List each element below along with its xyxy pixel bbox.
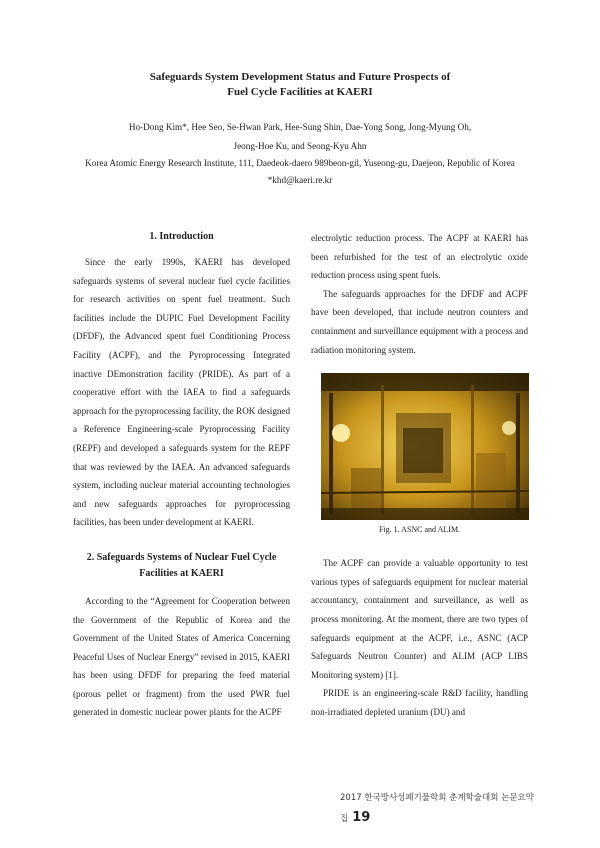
author-email: *khd@kaeri.re.kr — [267, 175, 333, 185]
right-paragraph-3: The ACPF can provide a valuable opportunity to test various types of safeguards equipment for nuclear material accountancy, containment and surveillance, as well as process monitoring. At the moment, there are two types of safeguards equipment at the ACPF, i.e., ASNC (ACP Safeguards Neutron Counter) and ALIM (ACP LIBS Monitoring system) [1]. — [311, 558, 528, 680]
page-footer — [340, 788, 540, 829]
right-paragraph-4: PRIDE is an engineering-scale R&D facility, handling non-irradiated depleted uranium (DU) and — [311, 688, 528, 717]
right-paragraph-1: electrolytic reduction process. The ACPF at KAERI has been refurbished for the test of an electrolytic oxide reduction process using spent fuels. — [311, 233, 528, 281]
page-number: 19 — [352, 810, 371, 825]
section-2-heading — [73, 550, 290, 582]
section-1-paragraph: Since the early 1990s, KAERI has developed safeguards systems of several nuclear fuel cycle facilities for research activities on spent fuel treatment. Such facilities include the DUPIC Fuel Development Facility (DFDF), the Advanced spent fuel Conditioning Process Facility (ACPF), and the Pyroprocessing Integrated inactive DEmonstration facility (PRIDE). As part of a cooperative effort with the IAEA to find a safeguards approach for the pyroprocessing facility, the ROK designed a Reference Engineering-scale Pyroprocessing Facility (REPF) and developed a safeguards system for the REPF that was reviewed by the IAEA. An advanced safeguards system, including nuclear material accounting technologies and new safeguards approaches for pyroprocessing facilities, has been under development at KAERI. — [73, 257, 290, 528]
figure-asnc-alim-photo — [321, 373, 529, 520]
section-2-paragraph: According to the “Agreement for Cooperation between the Government of the Republic of Korea and the Government of the United States of America Concerning Peaceful Uses of Nuclear Energy” revised in 2015, KAERI has been using DFDF for preparing the feed material (porous pellet or fragment) from the used PWR fuel generated in domestic nuclear power plants for the ACPF — [73, 595, 290, 718]
conference-name: 2017 한국방사성폐기물학회 춘계학술대회 논문요약집 — [340, 793, 534, 824]
section-2-heading-line-2: Facilities at KAERI — [139, 567, 224, 579]
title-line-2: Fuel Cycle Facilities at KAERI — [227, 86, 373, 98]
affiliation: Korea Atomic Energy Research Institute, 111, Daedeok-daero 989beon-gil, Yuseong-gu, Daejeon, Republic of Korea — [85, 158, 515, 168]
section-1-heading: 1. Introduction — [149, 231, 214, 242]
figure-caption: Fig. 1. ASNC and ALIM. — [378, 525, 461, 535]
right-column — [311, 229, 528, 722]
left-column — [73, 229, 290, 722]
paper-title — [90, 70, 510, 100]
authors-line-2: Jeong-Hoe Ku, and Seong-Kyu Ahn — [233, 141, 367, 151]
title-line-1: Safeguards System Development Status and Future Prospects of — [149, 71, 451, 83]
right-paragraph-2: The safeguards approaches for the DFDF and ACPF have been developed, that include neutron counters and containment and surveillance equipment with a process and radiation monitoring system. — [311, 288, 528, 355]
section-2-heading-line-1: 2. Safeguards Systems of Nuclear Fuel Cycle — [86, 551, 277, 563]
authors-line-1: Ho-Dong Kim*, Hee Seo, Se-Hwan Park, Hee-Sung Shin, Dae-Yong Song, Jong-Myung Oh, — [128, 122, 472, 132]
